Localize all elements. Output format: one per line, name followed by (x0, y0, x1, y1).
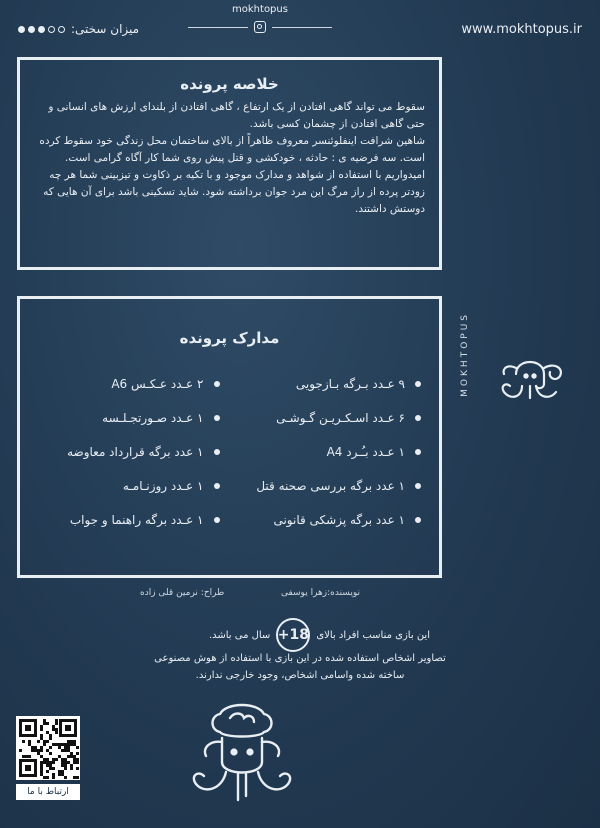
difficulty-dot (38, 26, 45, 33)
bullet-icon (415, 381, 421, 387)
document-label: ۱ عـدد روزنـامـه (122, 479, 204, 493)
bullet-icon (415, 449, 421, 455)
document-item (38, 475, 220, 497)
credits (140, 588, 360, 598)
case-documents-panel (17, 296, 442, 578)
brand-name: mokhtopus (232, 4, 288, 15)
document-item (240, 475, 422, 497)
qr-code[interactable] (16, 716, 80, 780)
document-label: ۲ عـدد عـکـس A6 (111, 377, 204, 391)
difficulty-rating (18, 22, 139, 36)
difficulty-dot (28, 26, 35, 33)
document-label: ۱ عدد برگه قرارداد معاوضه (67, 445, 204, 459)
bullet-icon (214, 381, 220, 387)
summary-title: خلاصه پرونده (180, 75, 279, 93)
contact-us-label: ارتباط با ما (16, 784, 80, 800)
document-item (240, 407, 422, 429)
document-item (38, 373, 220, 395)
age-rating (190, 618, 430, 652)
instagram-icon[interactable] (254, 21, 266, 33)
header (0, 0, 600, 50)
instagram-row (160, 21, 360, 33)
bullet-icon (415, 483, 421, 489)
bullet-icon (214, 415, 220, 421)
difficulty-dot (58, 26, 65, 33)
summary-paragraph: سقوط می تواند گاهی افتادن از یک ارتفاع ، گاهی افتادن از بلندای ارزش های انسانی و حتی گاهی افتادن از چشمان کسی باشد. (48, 101, 425, 130)
document-item (38, 441, 220, 463)
bullet-icon (415, 415, 421, 421)
disclaimer: تصاویر اشخاص استفاده شده در این بازی با استفاده از هوش مصنوعی ساخته شده واسامی اشخاص، وجود خارجی ندارند. (154, 653, 446, 681)
document-item (38, 407, 220, 429)
document-label: ۱ عدد برگه بررسی صحنه قتل (256, 479, 405, 493)
age-text-before: این بازی مناسب افراد بالای (316, 629, 430, 641)
difficulty-dot (18, 26, 25, 33)
website-link[interactable]: www.mokhtopus.ir (461, 22, 582, 37)
document-label: ۹ عـدد بـرگه بـازجویی (295, 377, 405, 391)
document-item (240, 441, 422, 463)
document-label: ۱ عـدد صـورتجـلـسه (102, 411, 204, 425)
documents-title: مدارک پرونده (179, 329, 280, 347)
document-item (38, 509, 220, 531)
bullet-icon (214, 483, 220, 489)
bullet-icon (415, 517, 421, 523)
writer-credit: نویسنده:زهرا یوسفی (280, 588, 360, 598)
octopus-logo-icon (486, 338, 578, 410)
brand-block (160, 4, 360, 33)
document-label: ۱ عـدد بـُـرد A4 (326, 445, 405, 459)
summary-body (20, 93, 439, 218)
summary-paragraph: شاهین شرافت اینفلوئنسر معروف ظاهراً از بالای ساختمان محل زندگی خود سقوط کرده است. سه فرضیه ی : حادثه ، خودکشی و قتل پیش روی شما کار آگاه گرامی است. (39, 135, 425, 164)
documents-list (38, 373, 421, 531)
age-text-after: سال می باشد. (208, 629, 271, 641)
octopus-mascot-icon (182, 700, 302, 810)
document-label: ۱ عـدد برگه راهنما و جواب (69, 513, 204, 527)
bullet-icon (214, 449, 220, 455)
difficulty-label: میزان سختی: (71, 22, 140, 36)
document-item (240, 509, 422, 531)
bullet-icon (214, 517, 220, 523)
difficulty-dot (48, 26, 55, 33)
designer-credit: طراح: نرمین قلی زاده (140, 588, 225, 598)
divider (272, 27, 332, 28)
document-item (240, 373, 422, 395)
difficulty-dots (18, 26, 65, 33)
side-brand: MOKHTOPUS (460, 312, 470, 397)
case-summary-panel (17, 57, 442, 270)
summary-paragraph: امیدواریم با استفاده از شواهد و مدارک موجود و با تکیه بر ذکاوت و تیزبینی شما هر چه زودتر پرده از راز مرگ این مرد جوان برداشته شود. شاید تسکینی باشد برای آن هایی که دوستش داشتند. (43, 169, 425, 215)
divider (188, 27, 248, 28)
document-label: ۶ عـدد اسـکـریـن گـوشـی (276, 411, 405, 425)
age-badge: 18+ (276, 618, 310, 652)
document-label: ۱ عدد برگه پزشکی قانونی (273, 513, 405, 527)
